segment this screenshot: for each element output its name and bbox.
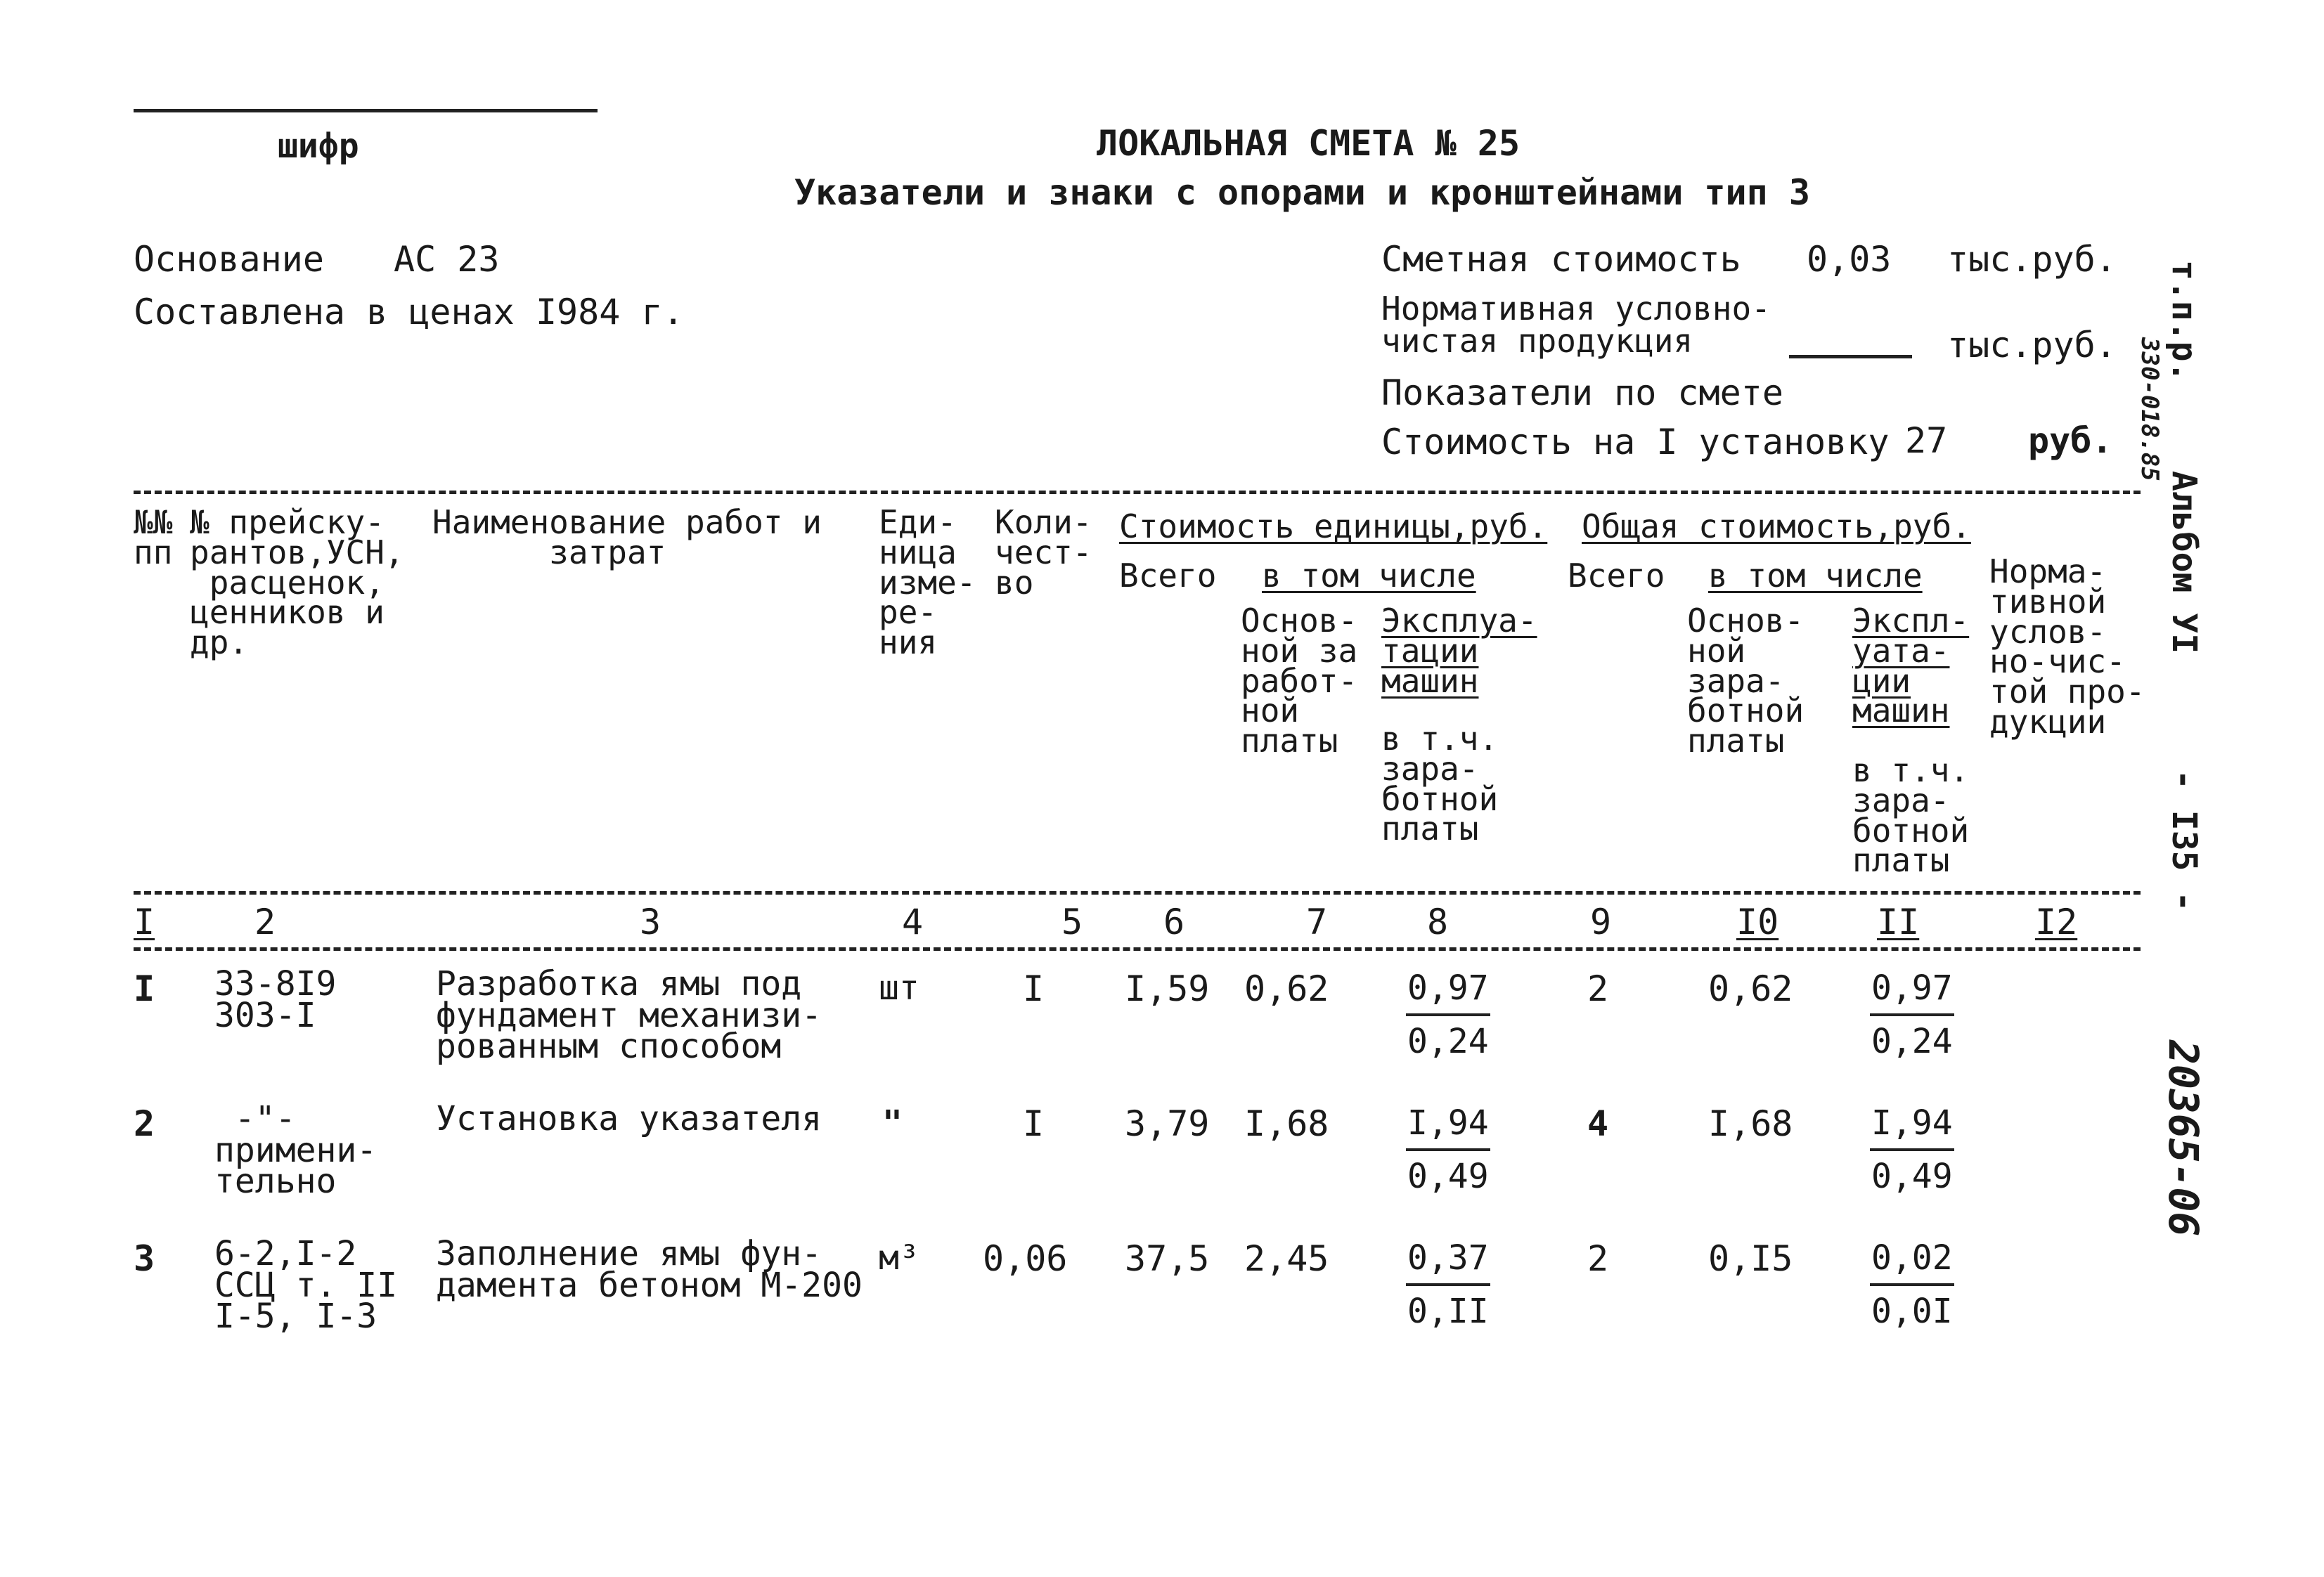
- row1-total-machines-wage: 0,24: [1871, 1022, 1953, 1061]
- row1-code: 33-8I9 303-I: [214, 964, 337, 1035]
- row2-name: Установка указателя: [436, 1099, 822, 1138]
- row2-total-wage: I,68: [1708, 1103, 1793, 1144]
- basis-value: АС 23: [394, 239, 500, 280]
- colnum-9: 9: [1590, 902, 1612, 942]
- top-rule: [134, 109, 598, 112]
- row2-unit-machines: [1406, 1103, 1490, 1196]
- stamp-album: Альбом УI: [2164, 471, 2204, 654]
- colnum-4: 4: [902, 902, 924, 942]
- colnum-12: I2: [2035, 902, 2078, 942]
- row1-name: Разработка ямы под фундамент механизи- рованным способом: [436, 964, 822, 1067]
- header-total-wage: Основ- ной зара- ботной платы: [1687, 602, 1805, 760]
- row3-total-machines-wage: 0,0I: [1871, 1292, 1953, 1331]
- header-normative-product: Норма- тивной услов- но-чис- той про- дукции: [1989, 552, 2145, 741]
- row1-unit-wage: 0,62: [1244, 968, 1329, 1009]
- row2-number: 2: [134, 1103, 155, 1144]
- colnum-3: 3: [640, 902, 661, 942]
- colnum-8: 8: [1427, 902, 1449, 942]
- header-unit-cost: Стоимость единицы,руб.: [1119, 507, 1548, 545]
- normative-label-2: чистая продукция: [1381, 322, 1693, 360]
- colnum-top-rule: [134, 891, 2141, 895]
- indicators-label: Показатели по смете: [1381, 372, 1783, 413]
- row1-total: 2: [1587, 968, 1609, 1009]
- stamp-tpr: т.п.р.: [2164, 260, 2204, 382]
- stamp-number: 330-018.85: [2136, 337, 2164, 481]
- row3-unit-machines: [1406, 1238, 1490, 1331]
- row1-total-wage: 0,62: [1708, 968, 1793, 1009]
- estimated-cost-label: Сметная стоимость: [1381, 239, 1741, 280]
- per-install-value: 27: [1905, 420, 1948, 461]
- row1-total-machines-value: 0,97: [1870, 968, 1954, 1016]
- row3-total: 2: [1587, 1238, 1609, 1279]
- colnum-bottom-rule: [134, 947, 2141, 951]
- row3-number: 3: [134, 1238, 155, 1279]
- header-unit-machines: Эксплуа- тации машин: [1381, 602, 1537, 700]
- colnum-11: II: [1877, 902, 1920, 942]
- colnum-6: 6: [1163, 902, 1185, 942]
- header-unit-wage: Основ- ной за работ- ной платы: [1241, 602, 1358, 760]
- stamp-code: 20365-06: [2160, 1040, 2207, 1237]
- row2-total: 4: [1587, 1103, 1609, 1144]
- row2-unit-wage: I,68: [1244, 1103, 1329, 1144]
- header-total-machines: Экспл- уата- ции машин: [1852, 602, 1970, 730]
- row2-code: -"- примени- тельно: [214, 1099, 377, 1202]
- row2-total-machines-wage: 0,49: [1871, 1157, 1953, 1196]
- header-quantity: Коли- чест- во: [995, 503, 1092, 602]
- cipher-label: шифр: [278, 126, 359, 166]
- row2-unit-machines-value: I,94: [1406, 1103, 1490, 1151]
- row3-unit-machines-wage: 0,II: [1407, 1292, 1489, 1331]
- row3-code: 6-2,I-2 ССЦ т. II I-5, I-3: [214, 1234, 398, 1337]
- stamp-page: - I35 -: [2164, 770, 2204, 912]
- header-work-name: Наименование работ и затрат: [432, 503, 822, 571]
- row3-unit-wage: 2,45: [1244, 1238, 1329, 1279]
- row2-total-machines: [1870, 1103, 1954, 1196]
- row1-unit-machines-value: 0,97: [1406, 968, 1490, 1016]
- row3-total-machines: [1870, 1238, 1954, 1331]
- row3-qty: 0,06: [983, 1238, 1068, 1279]
- header-total-including: в том числе: [1708, 557, 1923, 595]
- row1-qty: I: [1023, 968, 1045, 1009]
- row2-qty: I: [1023, 1103, 1045, 1144]
- estimated-cost-unit: тыс.руб.: [1947, 239, 2117, 280]
- row3-total-wage: 0,I5: [1708, 1238, 1793, 1279]
- row1-unit-machines: [1406, 968, 1490, 1061]
- normative-label-1: Нормативная условно-: [1381, 290, 1771, 327]
- row2-unit-total: 3,79: [1125, 1103, 1210, 1144]
- normative-unit: тыс.руб.: [1947, 325, 2117, 365]
- row2-total-machines-value: I,94: [1870, 1103, 1954, 1151]
- row1-unit-total: I,59: [1125, 968, 1210, 1009]
- header-unit-all: Всего: [1119, 557, 1217, 595]
- document-subtitle: Указатели и знаки с опорами и кронштейнами тип 3: [794, 172, 1810, 213]
- row2-unit: ": [882, 1103, 903, 1143]
- colnum-7: 7: [1306, 902, 1328, 942]
- row3-total-machines-value: 0,02: [1870, 1238, 1954, 1286]
- header-price-code: № прейску- рантов,УСН, расценок, ценников и др.: [190, 503, 404, 662]
- per-install-unit: руб.: [2028, 420, 2113, 461]
- header-unit-machines-wage: в т.ч. зара- ботной платы: [1381, 720, 1499, 848]
- per-install-label: Стоимость на I установку: [1381, 422, 1890, 462]
- row1-unit: шт: [879, 968, 919, 1008]
- row1-number: I: [134, 968, 155, 1009]
- header-unit: Еди- ница изме- ре- ния: [879, 503, 976, 662]
- document-title: ЛОКАЛЬНАЯ СМЕТА № 25: [1097, 123, 1521, 164]
- row3-unit-total: 37,5: [1125, 1238, 1210, 1279]
- estimated-cost-value: 0,03: [1807, 239, 1892, 280]
- header-unit-including: в том числе: [1262, 557, 1476, 595]
- prices-line: Составлена в ценах I984 г.: [134, 292, 684, 332]
- normative-blank: [1789, 355, 1912, 358]
- row3-unit: м³: [879, 1238, 919, 1278]
- colnum-10: I0: [1736, 902, 1779, 942]
- colnum-1: I: [134, 902, 155, 942]
- row3-name: Заполнение ямы фун- дамента бетоном М-200: [436, 1234, 863, 1305]
- table-top-rule: [134, 491, 2141, 494]
- header-total-machines-wage: в т.ч. зара- ботной платы: [1852, 751, 1970, 880]
- row1-unit-machines-wage: 0,24: [1407, 1022, 1489, 1061]
- row2-unit-machines-wage: 0,49: [1407, 1157, 1489, 1196]
- header-row-number: №№ пп: [134, 503, 173, 571]
- basis-label: Основание: [134, 239, 324, 280]
- header-total-all: Всего: [1568, 557, 1665, 595]
- colnum-2: 2: [254, 902, 276, 942]
- colnum-5: 5: [1061, 902, 1083, 942]
- header-total-cost: Общая стоимость,руб.: [1582, 507, 1971, 545]
- row1-total-machines: [1870, 968, 1954, 1061]
- row3-unit-machines-value: 0,37: [1406, 1238, 1490, 1286]
